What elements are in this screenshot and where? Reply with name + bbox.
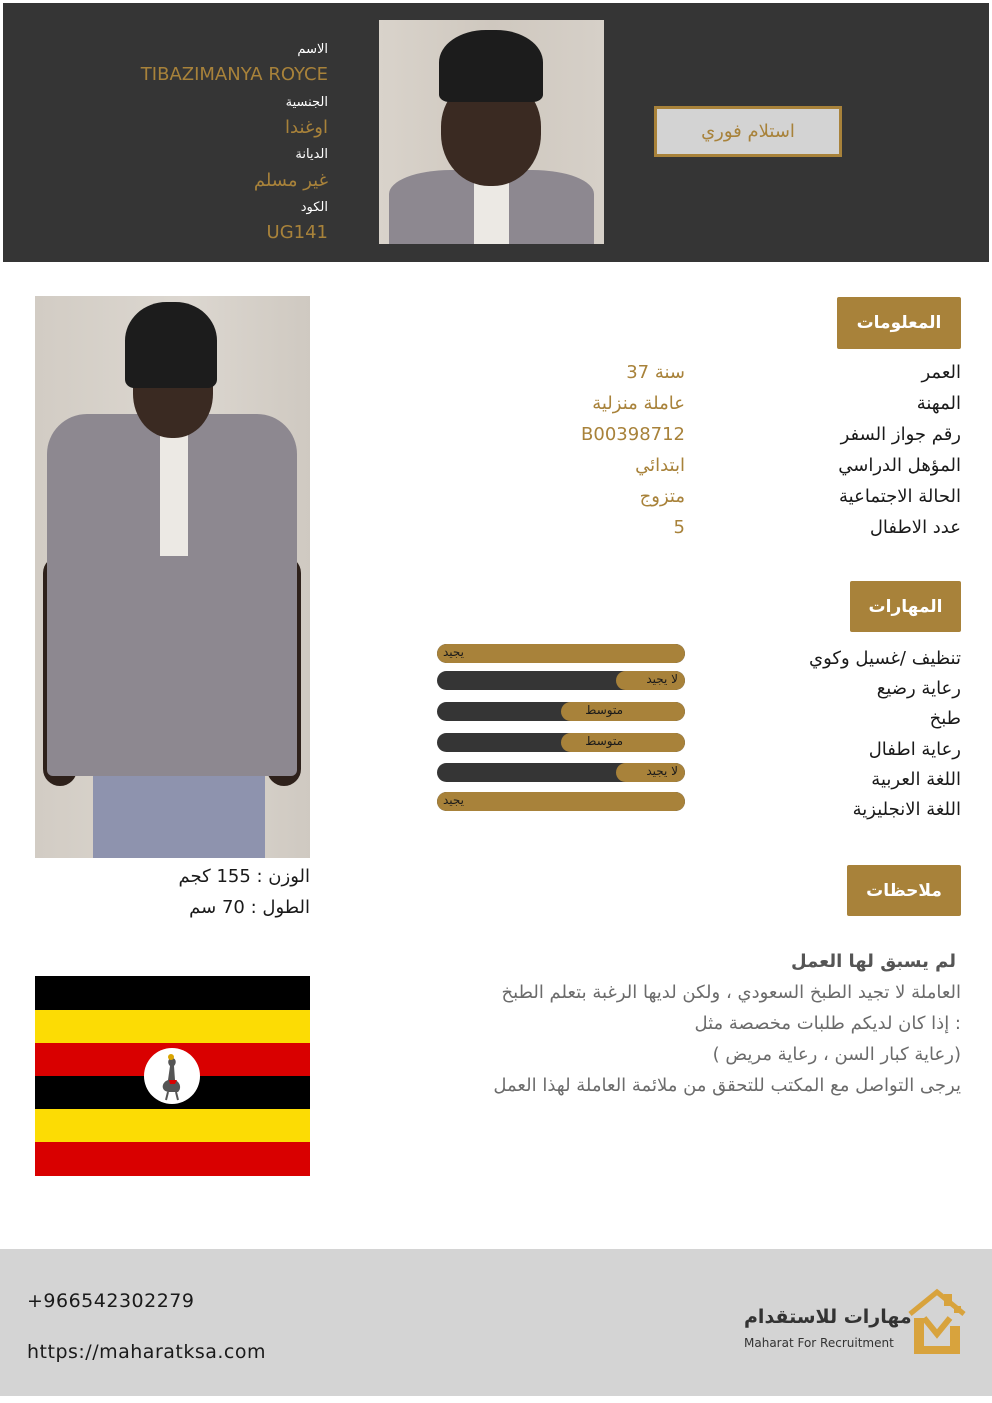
skill-level-text: لا يجيد (646, 672, 678, 686)
skill-label-cooking: طبخ (929, 708, 961, 729)
skill-level-text: متوسط (585, 734, 623, 748)
notes-heading: لم يسبق لها العمل (791, 951, 956, 972)
nationality-label: الجنسية (285, 95, 328, 110)
skill-level-text: لا يجيد (646, 764, 678, 778)
name-value: TIBAZIMANYA ROYCE (140, 64, 328, 85)
skill-bar-fill (437, 792, 685, 811)
weight-text: الوزن : 155 كجم (178, 866, 310, 887)
skill-label-infant-care: رعاية رضيع (876, 678, 961, 699)
skill-label-arabic: اللغة العربية (871, 769, 961, 790)
skill-bar-fill (437, 644, 685, 663)
skill-bar (437, 671, 685, 690)
info-value-profession: عاملة منزلية (592, 393, 685, 414)
info-label-age: العمر (921, 362, 961, 383)
nationality-value: اوغندا (285, 117, 328, 138)
notes-line: ( رعاية كبار السن ، رعاية مريض) (712, 1044, 961, 1065)
height-text: الطول : 70 سم (189, 897, 310, 918)
notes-line: إذا كان لديكم طلبات مخصصة مثل : (694, 1013, 961, 1034)
notes-line: العاملة لا تجيد الطبخ السعودي ، ولكن لديها الرغبة بتعلم الطبخ (501, 982, 961, 1003)
skill-bar (437, 644, 685, 663)
religion-label: الديانة (295, 147, 328, 162)
info-value-marital: متزوج (639, 486, 685, 507)
info-label-education: المؤهل الدراسي (838, 455, 961, 476)
skills-section-title: المهارات (850, 581, 961, 632)
phone-number[interactable]: +966542302279 (27, 1290, 195, 1312)
skill-bar-fill (561, 702, 685, 721)
logo-text-arabic: مهارات للاستقدام (744, 1306, 912, 1328)
website-link[interactable]: https://maharatksa.com (27, 1341, 267, 1363)
info-label-children: عدد الاطفال (869, 517, 961, 538)
instant-delivery-button[interactable]: استلام فوري (654, 106, 842, 157)
notes-section-title: ملاحظات (847, 865, 961, 916)
skill-bar (437, 763, 685, 782)
info-section-title: المعلومات (837, 297, 961, 349)
skill-bar (437, 792, 685, 811)
code-label: الكود (300, 200, 328, 215)
info-value-education: ابتدائي (635, 455, 685, 476)
religion-value: غير مسلم (253, 170, 328, 191)
full-body-photo (35, 296, 310, 858)
crane-emblem-icon (142, 1046, 202, 1106)
info-value-age: 37 سنة (626, 362, 685, 383)
info-value-passport: B00398712 (581, 424, 685, 445)
skill-label-cleaning: تنظيف /غسيل وكوي (809, 648, 961, 669)
maharat-logo-icon (906, 1286, 968, 1358)
logo-text-english: Maharat For Recruitment (744, 1336, 894, 1350)
portrait-photo (379, 20, 604, 244)
skill-level-text: يجيد (443, 793, 465, 807)
skill-label-child-care: رعاية اطفال (868, 739, 961, 760)
name-label: الاسم (297, 42, 328, 57)
skill-level-text: يجيد (443, 645, 465, 659)
skill-bar (437, 702, 685, 721)
uganda-flag (35, 976, 310, 1176)
skill-bar (437, 733, 685, 752)
info-value-children: 5 (673, 517, 685, 538)
info-label-passport: رقم جواز السفر (840, 424, 961, 445)
info-label-marital: الحالة الاجتماعية (839, 486, 961, 507)
skill-label-english: اللغة الانجليزية (852, 799, 961, 820)
skill-bar-fill (561, 733, 685, 752)
info-label-profession: المهنة (916, 393, 961, 414)
skill-level-text: متوسط (585, 703, 623, 717)
code-value: UG141 (266, 222, 328, 243)
notes-line: يرجى التواصل مع المكتب للتحقق من ملائمة العاملة لهذا العمل (493, 1075, 961, 1096)
